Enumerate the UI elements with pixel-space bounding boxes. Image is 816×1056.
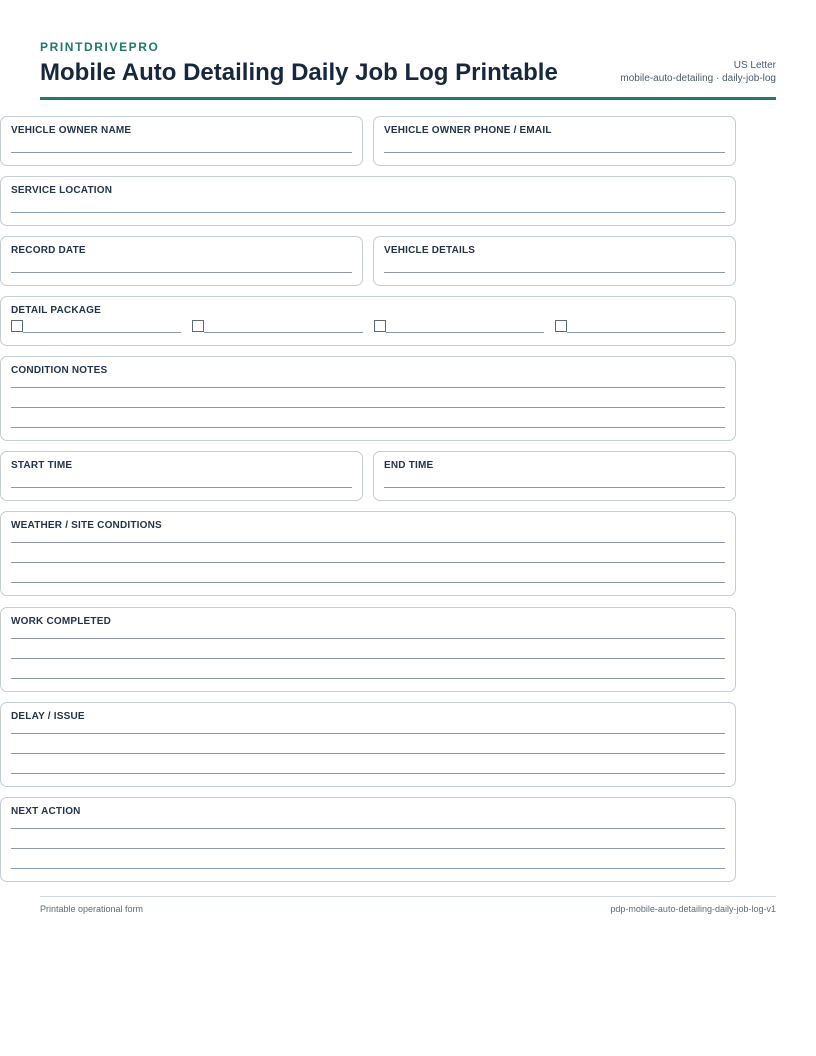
delay-issue-line[interactable] bbox=[11, 753, 725, 754]
header-rule bbox=[40, 97, 776, 100]
brand-name: PRINTDRIVEPRO bbox=[40, 40, 160, 54]
row-package bbox=[0, 296, 736, 346]
form-id: pdp-mobile-auto-detailing-daily-job-log-v1 bbox=[610, 904, 776, 914]
delay-issue-line[interactable] bbox=[11, 733, 725, 734]
record-date-line[interactable] bbox=[11, 272, 352, 273]
package-option-line[interactable] bbox=[386, 320, 544, 333]
next-action-line[interactable] bbox=[11, 848, 725, 849]
checkbox[interactable] bbox=[192, 320, 204, 332]
end-time-label: END TIME bbox=[384, 460, 434, 471]
end-time-field[interactable] bbox=[373, 451, 736, 501]
weather-line[interactable] bbox=[11, 542, 725, 543]
next-action-label: NEXT ACTION bbox=[11, 806, 81, 817]
condition-notes-line[interactable] bbox=[11, 427, 725, 428]
row-owner bbox=[0, 116, 736, 166]
owner-name-line[interactable] bbox=[11, 152, 352, 153]
row-date-vehicle bbox=[0, 236, 736, 286]
weather-line[interactable] bbox=[11, 562, 725, 563]
work-completed-line[interactable] bbox=[11, 678, 725, 679]
record-date-label: RECORD DATE bbox=[11, 245, 86, 256]
page-header bbox=[40, 40, 776, 100]
package-option bbox=[11, 320, 181, 333]
checkbox[interactable] bbox=[555, 320, 567, 332]
row-times bbox=[0, 451, 736, 501]
row-work bbox=[0, 607, 736, 692]
start-time-line[interactable] bbox=[11, 487, 352, 488]
start-time-field[interactable] bbox=[0, 451, 363, 501]
footer-rule bbox=[40, 896, 776, 897]
checkbox[interactable] bbox=[11, 320, 23, 332]
condition-notes-label: CONDITION NOTES bbox=[11, 365, 108, 376]
delay-issue-line[interactable] bbox=[11, 773, 725, 774]
owner-name-field[interactable] bbox=[0, 116, 363, 166]
end-time-line[interactable] bbox=[384, 487, 725, 488]
next-action-line[interactable] bbox=[11, 868, 725, 869]
package-options bbox=[11, 320, 725, 333]
delay-issue-label: DELAY / ISSUE bbox=[11, 711, 85, 722]
row-location bbox=[0, 176, 736, 226]
condition-notes-field[interactable] bbox=[0, 356, 736, 441]
service-location-field[interactable] bbox=[0, 176, 736, 226]
next-action-line[interactable] bbox=[11, 828, 725, 829]
checkbox[interactable] bbox=[374, 320, 386, 332]
record-date-field[interactable] bbox=[0, 236, 363, 286]
owner-name-label: VEHICLE OWNER NAME bbox=[11, 125, 132, 136]
form-slug: mobile-auto-detailing · daily-job-log bbox=[620, 73, 776, 84]
page-title: Mobile Auto Detailing Daily Job Log Printable bbox=[40, 59, 558, 86]
weather-line[interactable] bbox=[11, 582, 725, 583]
work-completed-label: WORK COMPLETED bbox=[11, 616, 112, 627]
next-action-field[interactable] bbox=[0, 797, 736, 882]
package-option bbox=[374, 320, 544, 333]
work-completed-line[interactable] bbox=[11, 638, 725, 639]
weather-label: WEATHER / SITE CONDITIONS bbox=[11, 520, 162, 531]
vehicle-details-line[interactable] bbox=[384, 272, 725, 273]
page-meta bbox=[620, 59, 776, 85]
package-option-line[interactable] bbox=[567, 320, 725, 333]
vehicle-details-label: VEHICLE DETAILS bbox=[384, 245, 476, 256]
service-location-label: SERVICE LOCATION bbox=[11, 185, 113, 196]
owner-contact-label: VEHICLE OWNER PHONE / EMAIL bbox=[384, 125, 552, 136]
work-completed-line[interactable] bbox=[11, 658, 725, 659]
weather-field[interactable] bbox=[0, 511, 736, 596]
start-time-label: START TIME bbox=[11, 460, 73, 471]
footer-label: Printable operational form bbox=[40, 904, 144, 914]
package-option bbox=[192, 320, 362, 333]
detail-package-field bbox=[0, 296, 736, 346]
owner-contact-line[interactable] bbox=[384, 152, 725, 153]
row-delay bbox=[0, 702, 736, 787]
paper-size: US Letter bbox=[733, 60, 776, 71]
owner-contact-field[interactable] bbox=[373, 116, 736, 166]
detail-package-label: DETAIL PACKAGE bbox=[11, 305, 102, 316]
row-weather bbox=[0, 511, 736, 596]
vehicle-details-field[interactable] bbox=[373, 236, 736, 286]
row-condition bbox=[0, 356, 736, 441]
package-option-line[interactable] bbox=[23, 320, 181, 333]
condition-notes-line[interactable] bbox=[11, 387, 725, 388]
work-completed-field[interactable] bbox=[0, 607, 736, 692]
delay-issue-field[interactable] bbox=[0, 702, 736, 787]
row-next-action bbox=[0, 797, 736, 882]
service-location-line[interactable] bbox=[11, 212, 725, 213]
package-option bbox=[555, 320, 725, 333]
condition-notes-line[interactable] bbox=[11, 407, 725, 408]
package-option-line[interactable] bbox=[204, 320, 362, 333]
